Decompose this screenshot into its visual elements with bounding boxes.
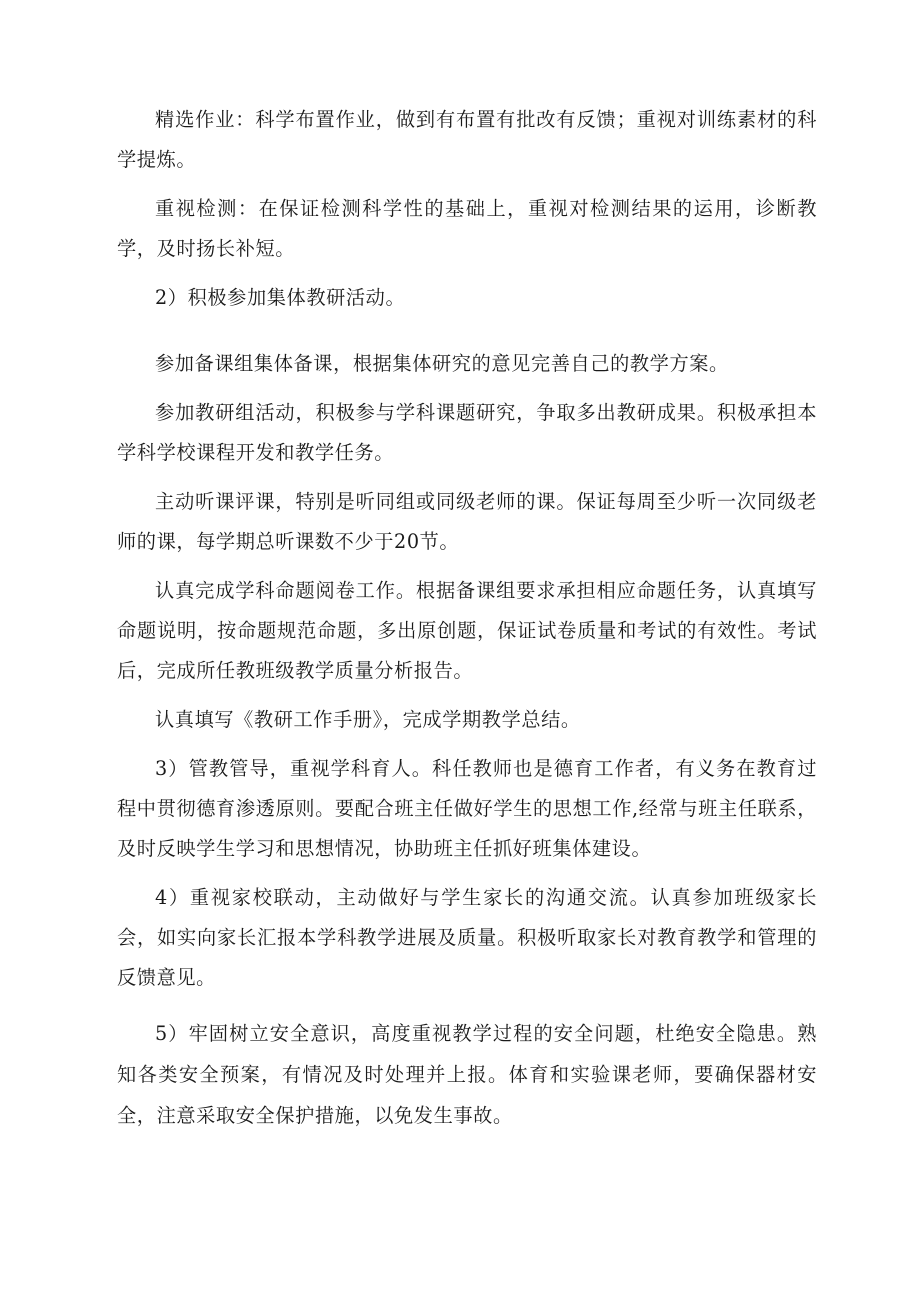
paragraph-homework: 精选作业：科学布置作业，做到有布置有批改有反馈；重视对训练素材的科学提炼。: [117, 108, 817, 171]
paragraph-testing: 重视检测：在保证检测科学性的基础上，重视对检测结果的运用，诊断教学，及时扬长补短。: [117, 197, 817, 260]
paragraph-research-group: 参加教研组活动，积极参与学科课题研究，争取多出教研成果。积极承担本学科学校课程开发和教学任务。: [117, 401, 817, 464]
paragraph-lesson-prep: 参加备课组集体备课，根据集体研究的意见完善自己的教学方案。: [155, 352, 729, 375]
paragraph-item-2-heading: 2）积极参加集体教研活动。: [155, 286, 406, 309]
paragraph-item-3: 3）管教管导，重视学科育人。科任教师也是德育工作者，有义务在教育过程中贯彻德育渗透原则。要配合班主任做好学生的思想工作,经常与班主任联系，及时反映学生学习和思想情况，协助班主任抓好班集体建设。: [117, 757, 817, 860]
paragraph-item-4: 4）重视家校联动，主动做好与学生家长的沟通交流。认真参加班级家长会，如实向家长汇报本学科教学进展及质量。积极听取家长对教育教学和管理的反馈意见。: [117, 886, 817, 989]
paragraph-item-5: 5）牢固树立安全意识，高度重视教学过程的安全问题，杜绝安全隐患。熟知各类安全预案，有情况及时处理并上报。体育和实验课老师，要确保器材安全，注意采取安全保护措施，以免发生事故。: [117, 1022, 817, 1127]
paragraph-observation: 主动听课评课，特别是听同组或同级老师的课。保证每周至少听一次同级老师的课，每学期总听课数不少于20节。: [117, 490, 817, 553]
paragraph-handbook: 认真填写《教研工作手册》，完成学期教学总结。: [155, 708, 581, 731]
paragraph-exam-work: 认真完成学科命题阅卷工作。根据备课组要求承担相应命题任务，认真填写命题说明，按命题规范命题，多出原创题，保证试卷质量和考试的有效性。考试后，完成所任教班级教学质量分析报告。: [117, 579, 817, 682]
document-body: [117, 100, 817, 1136]
